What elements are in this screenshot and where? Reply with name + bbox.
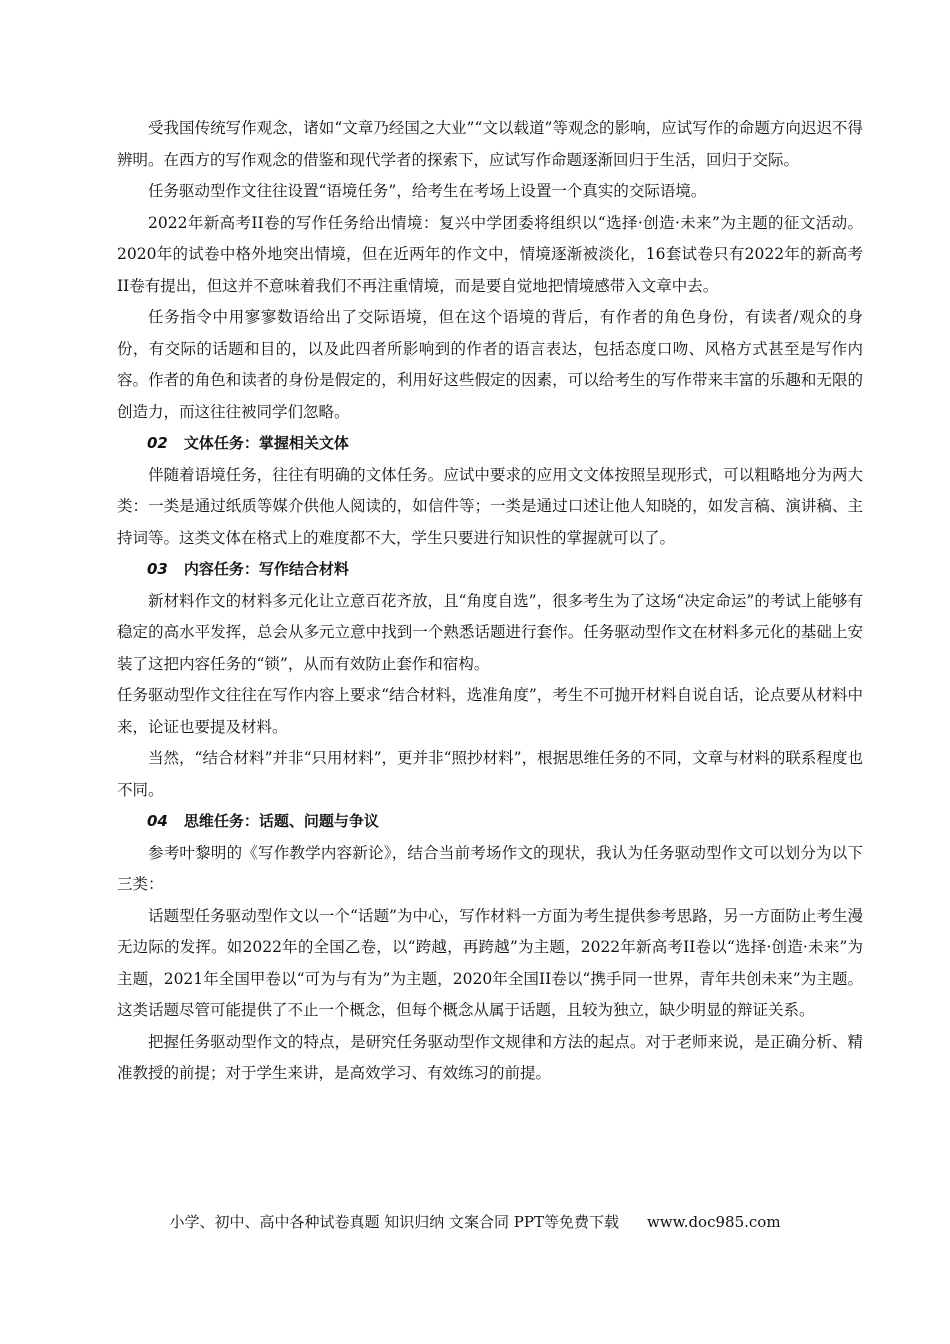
paragraph: 任务驱动型作文往往在写作内容上要求“结合材料，选准角度”，考生不可抛开材料自说自话，论点要从材料中来，论证也要提及材料。 xyxy=(117,686,863,736)
document-body xyxy=(117,113,863,1090)
section-number: 03 xyxy=(147,560,168,578)
section-title: 文体任务：掌握相关文体 xyxy=(183,434,349,452)
footer-text: 小学、初中、高中各种试卷真题 知识归纳 文案合同 PPT等免费下载 xyxy=(169,1213,619,1231)
section-number: 04 xyxy=(147,812,168,830)
paragraph: 2022年新高考II卷的写作任务给出情境：复兴中学团委将组织以“选择·创造·未来”为主题的征文活动。2020年的试卷中格外地突出情境，但在近两年的作文中，情境逐渐被淡化，16套试卷只有2022年的新高考II卷有提出，但这并不意味着我们不再注重情境，而是要自觉地把情境感带入文章中去。 xyxy=(117,213,863,295)
section-title: 内容任务：写作结合材料 xyxy=(183,560,349,578)
paragraph: 话题型任务驱动型作文以一个“话题”为中心，写作材料一方面为考生提供参考思路，另一方面防止考生漫无边际的发挥。如2022年的全国乙卷，以“跨越，再跨越”为主题，2022年新高考II卷以“选择·创造·未来”为主题，2021年全国甲卷以“可为与有为”为主题，2020年全国II卷以“携手同一世界，青年共创未来”为主题。这类话题尽管可能提供了不止一个概念，但每个概念从属于话题，且较为独立，缺少明显的辩证关系。 xyxy=(117,906,863,1019)
paragraph: 参考叶黎明的《写作教学内容新论》，结合当前考场作文的现状，我认为任务驱动型作文可以划分为以下三类： xyxy=(117,843,863,893)
paragraph: 任务指令中用寥寥数语给出了交际语境，但在这个语境的背后，有作者的角色身份，有读者/观众的身份，有交际的话题和目的，以及此四者所影响到的作者的语言表达，包括态度口吻、风格方式甚至是写作内容。作者的角色和读者的身份是假定的，利用好这些假定的因素，可以给考生的写作带来丰富的乐趣和无限的创造力，而这往往被同学们忽略。 xyxy=(117,308,863,421)
paragraph: 伴随着语境任务，往往有明确的文体任务。应试中要求的应用文文体按照呈现形式，可以粗略地分为两大类：一类是通过纸质等媒介供他人阅读的，如信件等；一类是通过口述让他人知晓的，如发言稿、演讲稿、主持词等。这类文体在格式上的难度都不大，学生只要进行知识性的掌握就可以了。 xyxy=(117,465,863,547)
section-heading xyxy=(117,428,863,460)
page-footer xyxy=(0,1211,950,1232)
paragraph: 当然，“结合材料”并非“只用材料”，更并非“照抄材料”，根据思维任务的不同，文章与材料的联系程度也不同。 xyxy=(117,749,863,799)
paragraph: 任务驱动型作文往往设置“语境任务”，给考生在考场上设置一个真实的交际语境。 xyxy=(148,182,707,200)
section-heading xyxy=(117,806,863,838)
footer-url: www.doc985.com xyxy=(646,1213,781,1231)
paragraph: 把握任务驱动型作文的特点，是研究任务驱动型作文规律和方法的起点。对于老师来说，是正确分析、精准教授的前提；对于学生来讲，是高效学习、有效练习的前提。 xyxy=(117,1032,863,1082)
section-title: 思维任务：话题、问题与争议 xyxy=(183,812,379,830)
paragraph: 受我国传统写作观念，诸如“文章乃经国之大业”“文以载道”等观念的影响，应试写作的命题方向迟迟不得辨明。在西方的写作观念的借鉴和现代学者的探索下，应试写作命题逐渐回归于生活，回归于交际。 xyxy=(117,119,863,169)
paragraph: 新材料作文的材料多元化让立意百花齐放，且“角度自选”，很多考生为了这场“决定命运”的考试上能够有稳定的高水平发挥，总会从多元立意中找到一个熟悉话题进行套作。任务驱动型作文在材料多元化的基础上安装了这把内容任务的“锁”，从而有效防止套作和宿构。 xyxy=(117,591,863,673)
section-number: 02 xyxy=(147,434,168,452)
section-heading xyxy=(117,554,863,586)
